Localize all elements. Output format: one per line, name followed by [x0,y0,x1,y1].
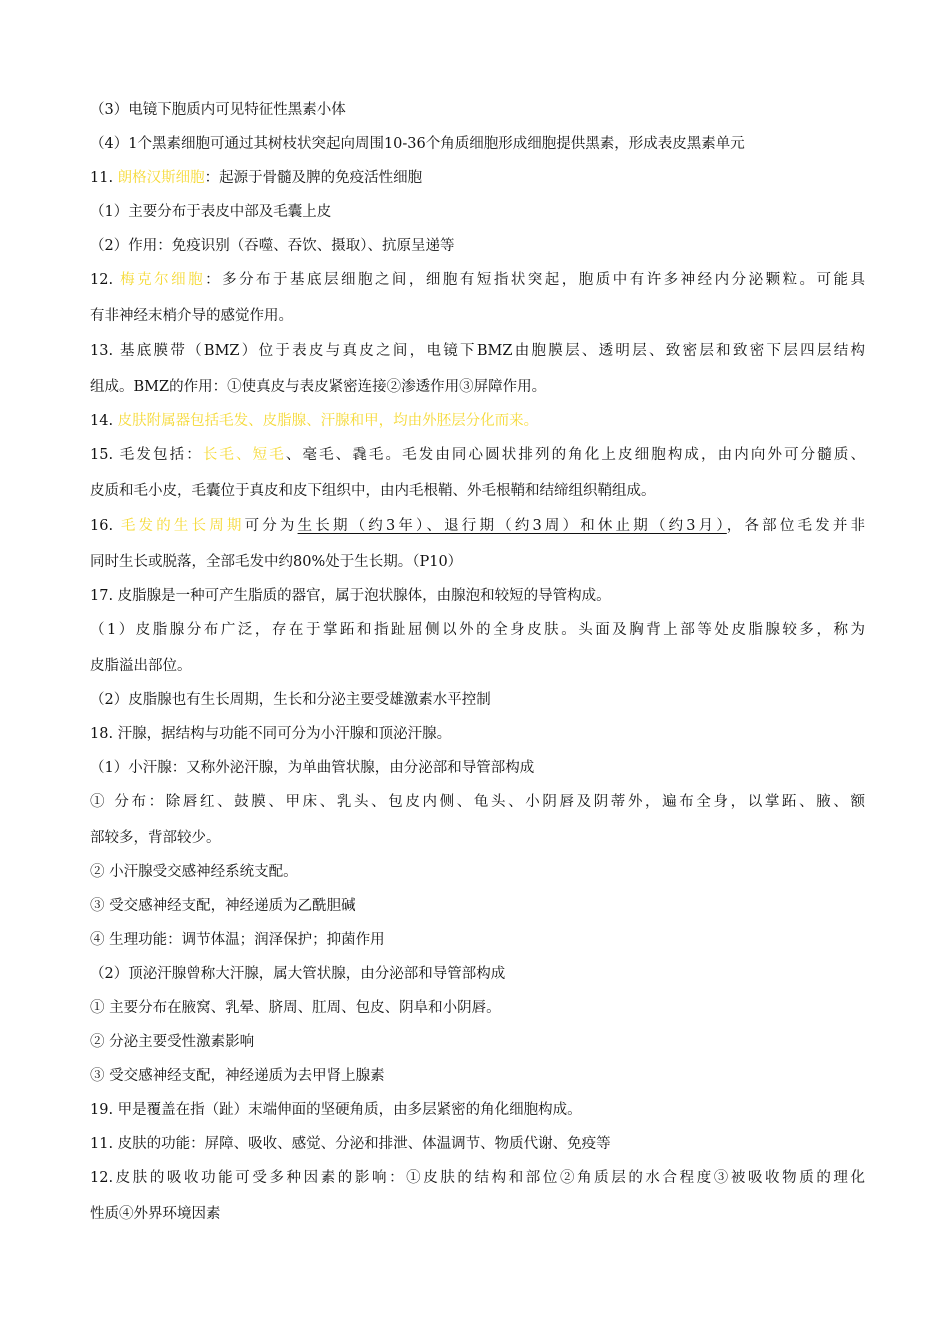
text-line [90,688,865,722]
item-11-langerhans: 11. 朗格汉斯细胞：起源于骨髓及脾的免疫活性细胞 [90,170,423,186]
line-text: ② 小汗腺受交感神经系统支配。 [90,864,298,880]
document-body [90,98,865,1236]
line-text: 部较多，背部较少。 [90,830,221,846]
line-text: （2）顶泌汗腺曾称大汗腺，属大管状腺，由分泌部和导管部构成 [90,966,506,982]
text-line [90,894,865,928]
underlined-phrase: 生长期（约3年）、退行期（约3周）和休止期（约3月） [297,518,727,534]
text-line [90,790,865,826]
line-text: ④ 生理功能：调节体温；润泽保护；抑菌作用 [90,932,385,948]
text-line [90,860,865,894]
item-15-hair: 15. 毛发包括：长毛、短毛、毫毛、毳毛。毛发由同心圆状排列的角化上皮细胞构成，由内向外可分髓质、 [90,447,865,463]
text-line [90,962,865,996]
item-16-hair-cycle: 16. 毛发的生长周期可分为生长期（约3年）、退行期（约3周）和休止期（约3月），各部位毛发并非 [90,518,865,534]
text-line: 组成。BMZ的作用：①使真皮与表皮紧密连接②渗透作用③屏障作用。 [90,379,547,395]
text-line [90,200,865,234]
line-text: 19. 甲是覆盖在指（趾）末端伸面的坚硬角质，由多层紧密的角化细胞构成。 [90,1102,582,1118]
line-text: （2）作用：免疫识别（吞噬、吞饮、摄取）、抗原呈递等 [90,238,455,254]
text-line: 同时生长或脱落，全部毛发中约80%处于生长期。（P10） [90,554,463,570]
line-text: （1）皮脂腺分布广泛，存在于掌跖和指趾屈侧以外的全身皮肤。头面及胸背上部等处皮脂腺较多，称为 [90,622,865,638]
line-text: 11. 皮肤的功能：屏障、吸收、感觉、分泌和排泄、体温调节、物质代谢、免疫等 [90,1136,611,1152]
line-text: （1）主要分布于表皮中部及毛囊上皮 [90,204,332,220]
text-line: 皮质和毛小皮，毛囊位于真皮和皮下组织中，由内毛根鞘、外毛根鞘和结缔组织鞘组成。 [90,483,656,499]
highlight-term: 长毛、短毛 [202,447,286,463]
text-line [90,722,865,756]
line-text: 皮脂溢出部位。 [90,658,192,674]
line-text: ③ 受交感神经支配，神经递质为乙酰胆碱 [90,898,356,914]
text-line [90,996,865,1030]
text-line [90,1132,865,1166]
highlight-term: 毛发的生长周期 [120,518,245,534]
line-text: 性质④外界环境因素 [90,1206,221,1222]
text-line [90,1064,865,1098]
highlight-term: 梅克尔细胞 [120,272,206,288]
line-text: （1）小汗腺：又称外泌汗腺，为单曲管状腺，由分泌部和导管部构成 [90,760,535,776]
highlight-text: 皮肤附属器包括毛发、皮脂腺、汗腺和甲，均由外胚层分化而来。 [117,413,539,429]
text-line [90,826,865,860]
line-text: （4）1个黑素细胞可通过其树枝状突起向周围10-36个角质细胞形成细胞提供黑素，形成表皮黑素单元 [90,136,745,152]
line-text: 12.皮肤的吸收功能可受多种因素的影响：①皮肤的结构和部位②角质层的水合程度③被吸收物质的理化 [90,1170,865,1186]
line-text: 18. 汗腺，据结构与功能不同可分为小汗腺和顶泌汗腺。 [90,726,452,742]
text-line [90,654,865,688]
text-line [90,618,865,654]
text-line [90,234,865,268]
highlight-term: 朗格汉斯细胞 [117,170,205,186]
line-text: ③ 受交感神经支配，神经递质为去甲肾上腺素 [90,1068,385,1084]
line-text: （2）皮脂腺也有生长周期，生长和分泌主要受雄激素水平控制 [90,692,491,708]
line-text: ① 分布：除唇红、鼓膜、甲床、乳头、包皮内侧、龟头、小阴唇及阴蒂外，遍布全身，以掌跖、腋、额 [90,794,865,810]
line-text: ② 分泌主要受性激素影响 [90,1034,255,1050]
text-line [90,98,865,132]
line-text: ① 主要分布在腋窝、乳晕、脐周、肛周、包皮、阴阜和小阴唇。 [90,1000,501,1016]
text-line [90,1166,865,1202]
text-line [90,756,865,790]
line-text: 17. 皮脂腺是一种可产生脂质的器官，属于泡状腺体，由腺泡和较短的导管构成。 [90,588,611,604]
item-13-bmz: 13. 基底膜带（BMZ）位于表皮与真皮之间，电镜下BMZ由胞膜层、透明层、致密层和致密下层四层结构 [90,343,865,359]
item-12-merkel: 12. 梅克尔细胞：多分布于基底层细胞之间，细胞有短指状突起，胞质中有许多神经内分泌颗粒。可能具 [90,272,865,288]
text-line [90,132,865,166]
text-line [90,1202,865,1236]
text-line [90,1030,865,1064]
item-14-appendages: 14. 皮肤附属器包括毛发、皮脂腺、汗腺和甲，均由外胚层分化而来。 [90,413,539,429]
text-line [90,1098,865,1132]
text-line [90,928,865,962]
line-text: （3）电镜下胞质内可见特征性黑素小体 [90,102,346,118]
text-line [90,584,865,618]
text-line: 有非神经末梢介导的感觉作用。 [90,308,293,324]
